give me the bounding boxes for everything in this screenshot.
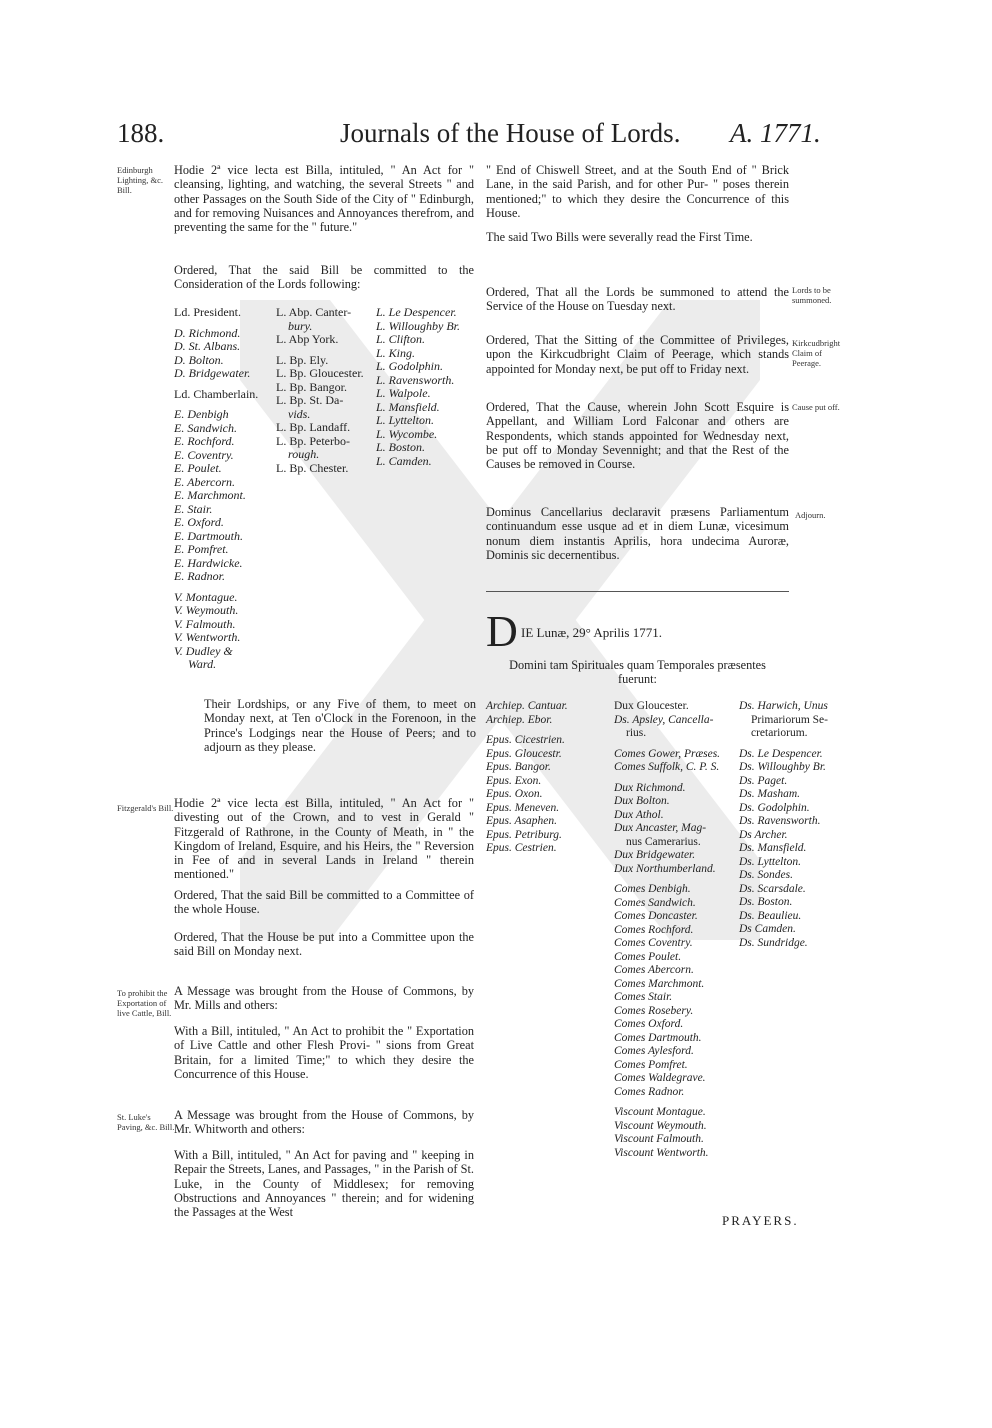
list-item: Viscount Falmouth. (614, 1133, 704, 1145)
lords-column-3 (376, 306, 476, 468)
list-item: D. Bridgewater. (174, 366, 251, 380)
list-item: E. Denbigh (174, 407, 229, 421)
list-item: L. Walpole. (376, 386, 431, 400)
list-item: Ds. Boston. (739, 896, 793, 908)
page-title: Journals of the House of Lords. (340, 118, 681, 148)
list-item: Comes Doncaster. (614, 910, 698, 922)
list-item: Ds. Mansfield. (739, 842, 807, 854)
date-heading: IE Lunæ, 29° Aprilis 1771. (521, 625, 662, 640)
list-item: Ward. (188, 657, 217, 671)
list-item: Ds. Willoughby Br. (739, 761, 826, 773)
list-item: Ds. Le Despencer. (739, 747, 823, 760)
list-item: Comes Stair. (614, 991, 673, 1003)
list-item: L. Mansfield. (376, 399, 440, 414)
page-number: 188. (117, 118, 165, 148)
paragraph-adjourn: Dominus Cancellarius declaravit præsens Parliamentum continuandum esse usque ad et in diem Lunæ, vicesimum nonum diem instantis Aprilis, hora undecima Auroræ, Dominis sic decernentibus. (486, 505, 789, 562)
list-item: V. Falmouth. (174, 616, 236, 631)
list-item: Dux Gloucester. (614, 700, 689, 712)
list-item: L. Willoughby Br. (376, 318, 461, 333)
list-item: bury. (288, 318, 313, 333)
paragraph-ordered-committee: Ordered, That the said Bill be committed to the Consideration of the Lords following: (174, 263, 474, 292)
list-item: Ld. Chamberlain. (174, 386, 259, 401)
margin-note-kirkcudbright: Kirkcudbright Claim of Peerage. (792, 338, 841, 368)
list-item: E. Oxford. (174, 515, 224, 529)
list-item: Ds. Lyttelton. (739, 855, 801, 868)
list-item: Ld. President. (174, 305, 241, 319)
list-item: Epus. Bangor. (486, 761, 551, 773)
present-column-2 (614, 700, 738, 1160)
list-item: Archiep. Cantuar. (486, 700, 568, 712)
list-item: Primariorum Se- (751, 713, 828, 726)
list-item: Comes Suffolk, C. P. S. (614, 761, 720, 773)
list-item: Ds. Sundridge. (739, 936, 808, 949)
list-item: L. Camden. (376, 453, 432, 468)
present-column-1 (486, 700, 610, 856)
list-item: Comes Dartmouth. (614, 1031, 702, 1044)
margin-note-cause: Cause put off. (792, 402, 840, 412)
list-item: L. Clifton. (376, 332, 426, 346)
list-item: Epus. Cestrien. (486, 842, 557, 854)
list-item: Dux Bolton. (614, 795, 670, 807)
paragraph-first-time: The said Two Bills were severally read the First Time. (486, 230, 753, 244)
list-item: E. Coventry. (174, 447, 234, 462)
list-item: E. Radnor. (174, 569, 225, 583)
list-item: Comes Marchmont. (614, 977, 705, 990)
present-column-3 (739, 700, 851, 950)
list-item: V. Wentworth. (174, 630, 241, 644)
list-item: Ds. Beaulieu. (739, 909, 802, 922)
list-item: L. Bp. Ely. (276, 352, 329, 367)
section-divider (486, 591, 789, 592)
list-item: Ds. Harwich, Unus (739, 700, 828, 712)
list-item: E. Sandwich. (174, 420, 237, 435)
list-item: E. Dartmouth. (174, 528, 243, 543)
list-item: Ds. Ravensworth. (739, 815, 821, 827)
year: A. 1771. (730, 118, 821, 148)
list-item: Epus. Exon. (486, 774, 542, 787)
lords-column-1 (174, 306, 276, 672)
list-item: Comes Denbigh. (614, 883, 691, 895)
list-item: D. Richmond. (174, 325, 241, 340)
list-item: Viscount Weymouth. (614, 1119, 707, 1132)
paragraph-edinburgh-bill: Hodie 2ª vice lecta est Billa, intituled, " An Act for " cleansing, lighting, and watching, the several Streets " and other Passages on the South Side of the City of " Edinburgh, and for removing Nuisances and Annoyances therefrom, and preventing the same for the " future." (174, 163, 474, 235)
paragraph-cause: Ordered, That the Cause, wherein John Scott Esquire is Appellant, and William Lord Falconar and others are Respondents, which stands appointed for Wednesday next, be put off to Monday Sevennight; and that the Rest of the Causes be removed in Course. (486, 400, 789, 472)
list-item: rius. (626, 727, 647, 739)
list-item: L. Bp. Landaff. (276, 420, 351, 434)
list-item: Ds. Scarsdale. (739, 882, 806, 895)
list-item: L. Lyttelton. (376, 413, 434, 427)
list-item: L. Bp. Gloucester. (276, 366, 364, 380)
paragraph-kirkcudbright: Ordered, That the Sitting of the Committee of Privileges, upon the Kirkcudbright Claim of Peerage, which stands appointed for Monday next, be put off to Friday next. (486, 333, 789, 376)
paragraph-domini-present: Domini tam Spirituales quam Temporales præsentes fuerunt: (509, 658, 766, 687)
list-item: L. Bp. St. Da- (276, 393, 344, 407)
list-item: Comes Pomfret. (614, 1058, 688, 1071)
paragraph-ordered-monday: Ordered, That the House be put into a Committee upon the said Bill on Monday next. (174, 930, 474, 959)
paragraph-lords-summoned: Ordered, That all the Lords be summoned to attend the Service of the House on Tuesday next. (486, 285, 789, 314)
list-item: L. Bp. Chester. (276, 460, 349, 475)
lords-column-2 (276, 306, 376, 475)
list-item: cretariorum. (751, 727, 808, 739)
list-item: Viscount Wentworth. (614, 1146, 709, 1159)
prayers-heading: PRAYERS. (722, 1213, 799, 1228)
list-item: nus Camerarius. (626, 835, 701, 848)
list-item: Dux Northumberland. (614, 862, 716, 875)
margin-note-edinburgh: Edinburgh Lighting, &c. Bill. (117, 165, 164, 195)
list-item: L. Boston. (376, 440, 426, 454)
list-item: Comes Aylesford. (614, 1045, 694, 1057)
list-item: Ds Camden. (739, 923, 796, 935)
list-item: Comes Radnor. (614, 1085, 685, 1098)
list-item: Comes Sandwich. (614, 896, 696, 909)
list-item: rough. (288, 447, 320, 461)
paragraph-their-lordships: Their Lordships, or any Five of them, to meet on Monday next, at Ten o'Clock in the Forenoon, in the Prince's Lodgings near the House of Peers; and to adjourn as they please. (204, 697, 476, 754)
list-item: L. King. (376, 345, 416, 360)
list-item: L. Bp. Peterbo- (276, 433, 350, 448)
list-item: Epus. Cicestrien. (486, 734, 565, 746)
list-item: E. Marchmont. (174, 488, 246, 502)
margin-note-lords-summoned: Lords to be summoned. (792, 285, 832, 305)
list-item: L. Bp. Bangor. (276, 379, 347, 394)
paragraph-stlukes-bill: With a Bill, intituled, " An Act for paving and " keeping in Repair the Streets, Lanes, and Passages, " in the Parish of St. Luke, in the County of Middlesex; for removing Obstructions and Annoyances " therein; and for widening the Passages at the West (174, 1148, 474, 1220)
list-item: Ds. Godolphin. (739, 801, 810, 814)
list-item: Ds Archer. (739, 828, 788, 841)
margin-note-adjourn: Adjourn. (795, 510, 826, 520)
list-item: L. Ravensworth. (376, 372, 455, 387)
paragraph-message-whitworth: A Message was brought from the House of Commons, by Mr. Whitworth and others: (174, 1108, 474, 1137)
list-item: Epus. Meneven. (486, 801, 560, 814)
list-item: L. Abp York. (276, 332, 339, 346)
list-item: E. Poulet. (174, 461, 222, 475)
list-item: Epus. Gloucestr. (486, 747, 562, 760)
list-item: L. Le Despencer. (376, 305, 457, 319)
paragraph-cattle-bill: With a Bill, intituled, " An Act to prohibit the " Exportation of Live Cattle and other Flesh Provi- " sions from Great Britain, for a limited Time;" to which they desire the Concurrence of this House. (174, 1024, 474, 1081)
margin-note-stlukes: St. Luke's Paving, &c. Bill. (117, 1112, 175, 1132)
margin-note-fitzgerald: Fitzgerald's Bill. (117, 803, 174, 813)
list-item: V. Dudley & (174, 643, 233, 658)
drop-cap: D (486, 607, 518, 656)
list-item: Epus. Asaphen. (486, 815, 558, 827)
list-item: Dux Athol. (614, 808, 664, 821)
list-item: Ds. Paget. (739, 774, 788, 787)
margin-note-cattle: To prohibit the Exportation of live Cattle, Bill. (117, 988, 172, 1018)
list-item: Dux Richmond. (614, 781, 686, 794)
list-item: Comes Rosebery. (614, 1004, 694, 1017)
list-item: L. Abp. Canter- (276, 305, 352, 319)
list-item: Comes Poulet. (614, 950, 682, 963)
list-item: L. Wycombe. (376, 426, 438, 441)
list-item: V. Montague. (174, 589, 238, 604)
list-item: Dux Bridgewater. (614, 849, 696, 861)
paragraph-fitzgerald-bill: Hodie 2ª vice lecta est Billa, intituled, " An Act for " divesting out of the Crown, and to vest in Gerald " Fitzgerald of Rathrone, in the County of Meath, in " the Kingdom of Ireland, Esquire, and his Heirs, the " Reversion in Fee of and in several Lands in Ireland " therein mentioned." (174, 796, 474, 882)
list-item: E. Abercorn. (174, 474, 235, 489)
list-item: E. Rochford. (174, 434, 235, 448)
list-item: Archiep. Ebor. (486, 713, 553, 726)
list-item: Comes Oxford. (614, 1018, 684, 1030)
list-item: Ds. Masham. (739, 788, 801, 800)
paragraph-message-mills: A Message was brought from the House of Commons, by Mr. Mills and others: (174, 984, 474, 1013)
list-item: Comes Coventry. (614, 937, 693, 949)
list-item: Comes Gower, Præses. (614, 747, 721, 760)
list-item: Ds. Apsley, Cancella- (614, 713, 714, 726)
list-item: D. Bolton. (174, 352, 224, 367)
list-item: E. Hardwicke. (174, 555, 243, 570)
list-item: Ds. Sondes. (739, 869, 793, 881)
list-item: Comes Waldegrave. (614, 1072, 706, 1084)
list-item: Comes Rochford. (614, 923, 694, 936)
list-item: Epus. Petriburg. (486, 828, 562, 841)
list-item: L. Godolphin. (376, 359, 444, 373)
list-item: E. Stair. (174, 501, 213, 516)
list-item: V. Weymouth. (174, 603, 239, 617)
list-item: vids. (288, 406, 311, 421)
list-item: D. St. Albans. (174, 339, 241, 353)
list-item: E. Pomfret. (174, 542, 229, 556)
list-item: Dux Ancaster, Mag- (614, 822, 707, 834)
list-item: Viscount Montague. (614, 1106, 706, 1118)
list-item: Comes Abercorn. (614, 964, 694, 976)
paragraph-chiswell-street: " End of Chiswell Street, and at the South End of " Brick Lane, in the said Parish, and for other Pur- " poses therein mentioned;" to which they desire the Concurrence of this House. (486, 163, 789, 220)
paragraph-ordered-whole-house: Ordered, That the said Bill be committed to a Committee of the whole House. (174, 888, 474, 917)
list-item: Epus. Oxon. (486, 788, 543, 800)
